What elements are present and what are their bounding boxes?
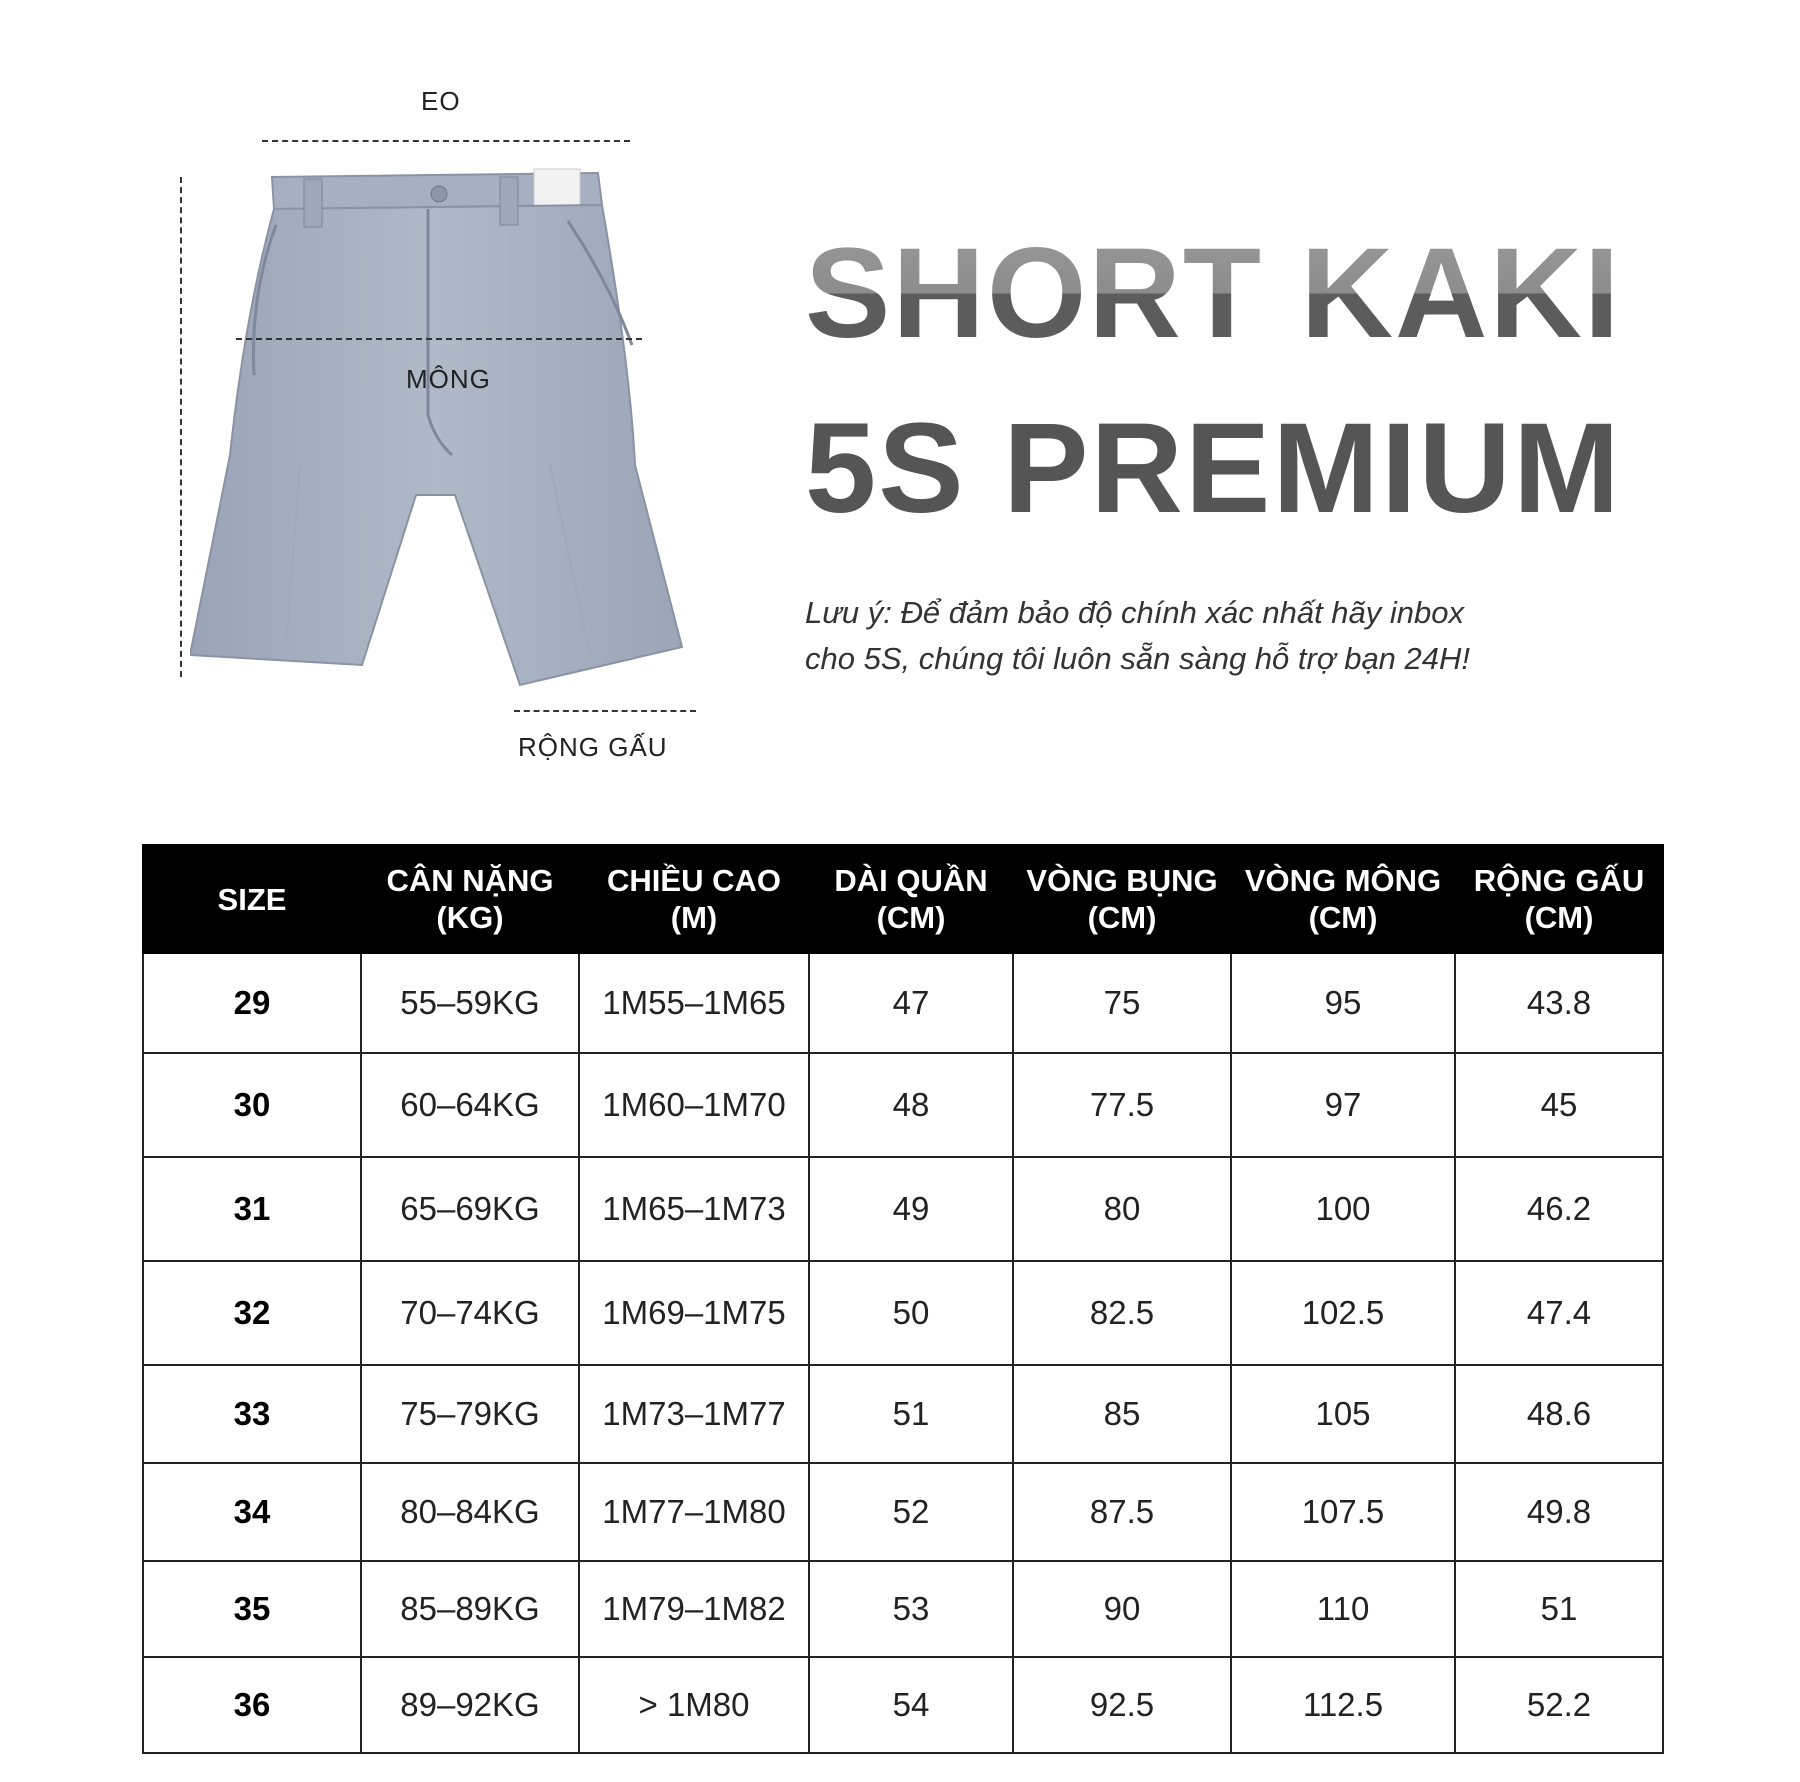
table-cell: 80	[1013, 1157, 1231, 1261]
table-cell: 100	[1231, 1157, 1455, 1261]
table-cell: 89–92KG	[361, 1657, 579, 1753]
note-line1: Lưu ý: Để đảm bảo độ chính xác nhất hãy inbox	[805, 595, 1465, 630]
table-cell: 53	[809, 1561, 1013, 1657]
size-cell: 29	[143, 953, 361, 1053]
table-cell: 85–89KG	[361, 1561, 579, 1657]
waist-measure-line	[262, 140, 630, 142]
table-cell: 1M60–1M70	[579, 1053, 809, 1157]
table-cell: 52.2	[1455, 1657, 1663, 1753]
shorts-image	[190, 165, 710, 705]
table-cell: 90	[1013, 1561, 1231, 1657]
table-cell: 97	[1231, 1053, 1455, 1157]
table-row	[143, 1157, 1663, 1261]
column-header	[809, 845, 1013, 953]
table-header-row	[143, 845, 1663, 953]
table-cell: 50	[809, 1261, 1013, 1365]
table-cell: 85	[1013, 1365, 1231, 1463]
table-cell: 1M77–1M80	[579, 1463, 809, 1561]
table-cell: 77.5	[1013, 1053, 1231, 1157]
column-header-unit: (CM)	[1087, 900, 1157, 935]
table-row	[143, 1657, 1663, 1753]
column-header-label: RỘNG GẤU	[1473, 863, 1645, 898]
column-header-unit: (CM)	[876, 900, 946, 935]
column-header-label: VÒNG BỤNG	[1026, 863, 1218, 898]
hem-label: RỘNG GẤU	[518, 732, 668, 762]
table-cell: 51	[1455, 1561, 1663, 1657]
table-cell: 60–64KG	[361, 1053, 579, 1157]
column-header-unit: (M)	[670, 900, 718, 935]
size-cell: 36	[143, 1657, 361, 1753]
table-row	[143, 1261, 1663, 1365]
table-row	[143, 1463, 1663, 1561]
column-header-unit: (CM)	[1524, 900, 1594, 935]
column-header-unit: (CM)	[1308, 900, 1378, 935]
column-header	[1231, 845, 1455, 953]
column-header	[143, 845, 361, 953]
hem-measure-line	[514, 710, 696, 712]
table-cell: 47.4	[1455, 1261, 1663, 1365]
table-cell: 43.8	[1455, 953, 1663, 1053]
table-cell: 1M69–1M75	[579, 1261, 809, 1365]
note-text	[805, 590, 1605, 682]
hip-label: MÔNG	[406, 364, 491, 394]
table-cell: > 1M80	[579, 1657, 809, 1753]
column-header-label: CÂN NẶNG	[386, 863, 554, 898]
table-row	[143, 1561, 1663, 1657]
column-header	[1455, 845, 1663, 953]
table-cell: 1M73–1M77	[579, 1365, 809, 1463]
size-cell: 35	[143, 1561, 361, 1657]
table-cell: 48	[809, 1053, 1013, 1157]
product-title-line2: 5S PREMIUM	[805, 397, 1622, 540]
table-cell: 75	[1013, 953, 1231, 1053]
table-cell: 107.5	[1231, 1463, 1455, 1561]
table-cell: 80–84KG	[361, 1463, 579, 1561]
table-row	[143, 953, 1663, 1053]
table-cell: 47	[809, 953, 1013, 1053]
table-cell: 112.5	[1231, 1657, 1455, 1753]
product-title-line1: SHORT KAKI	[805, 222, 1622, 365]
size-table	[142, 844, 1664, 1754]
size-cell: 34	[143, 1463, 361, 1561]
table-cell: 1M55–1M65	[579, 953, 809, 1053]
column-header-unit: (KG)	[436, 900, 504, 935]
table-cell: 82.5	[1013, 1261, 1231, 1365]
table-cell: 95	[1231, 953, 1455, 1053]
table-cell: 55–59KG	[361, 953, 579, 1053]
table-row	[143, 1053, 1663, 1157]
size-cell: 33	[143, 1365, 361, 1463]
table-cell: 48.6	[1455, 1365, 1663, 1463]
table-cell: 105	[1231, 1365, 1455, 1463]
note-line2: cho 5S, chúng tôi luôn sẵn sàng hỗ trợ bạn 24H!	[805, 641, 1471, 676]
table-cell: 65–69KG	[361, 1157, 579, 1261]
column-header-label: VÒNG MÔNG	[1244, 863, 1442, 898]
column-header-label: CHIỀU CAO	[607, 863, 781, 898]
table-row	[143, 1365, 1663, 1463]
column-header	[1013, 845, 1231, 953]
column-header-label: SIZE	[217, 881, 287, 917]
table-cell: 49	[809, 1157, 1013, 1261]
table-cell: 87.5	[1013, 1463, 1231, 1561]
table-body	[143, 953, 1663, 1753]
table-cell: 1M79–1M82	[579, 1561, 809, 1657]
table-cell: 49.8	[1455, 1463, 1663, 1561]
size-cell: 32	[143, 1261, 361, 1365]
table-cell: 110	[1231, 1561, 1455, 1657]
column-header-label: DÀI QUẦN	[834, 863, 988, 898]
size-cell: 30	[143, 1053, 361, 1157]
table-cell: 102.5	[1231, 1261, 1455, 1365]
table-cell: 75–79KG	[361, 1365, 579, 1463]
length-measure-line	[180, 177, 182, 677]
table-cell: 52	[809, 1463, 1013, 1561]
hip-measure-line	[236, 338, 642, 340]
waist-label: EO	[421, 86, 461, 116]
table-cell: 45	[1455, 1053, 1663, 1157]
table-cell: 51	[809, 1365, 1013, 1463]
column-header	[361, 845, 579, 953]
table-cell: 1M65–1M73	[579, 1157, 809, 1261]
table-cell: 54	[809, 1657, 1013, 1753]
table-cell: 92.5	[1013, 1657, 1231, 1753]
table-cell: 46.2	[1455, 1157, 1663, 1261]
size-cell: 31	[143, 1157, 361, 1261]
column-header	[579, 845, 809, 953]
table-cell: 70–74KG	[361, 1261, 579, 1365]
